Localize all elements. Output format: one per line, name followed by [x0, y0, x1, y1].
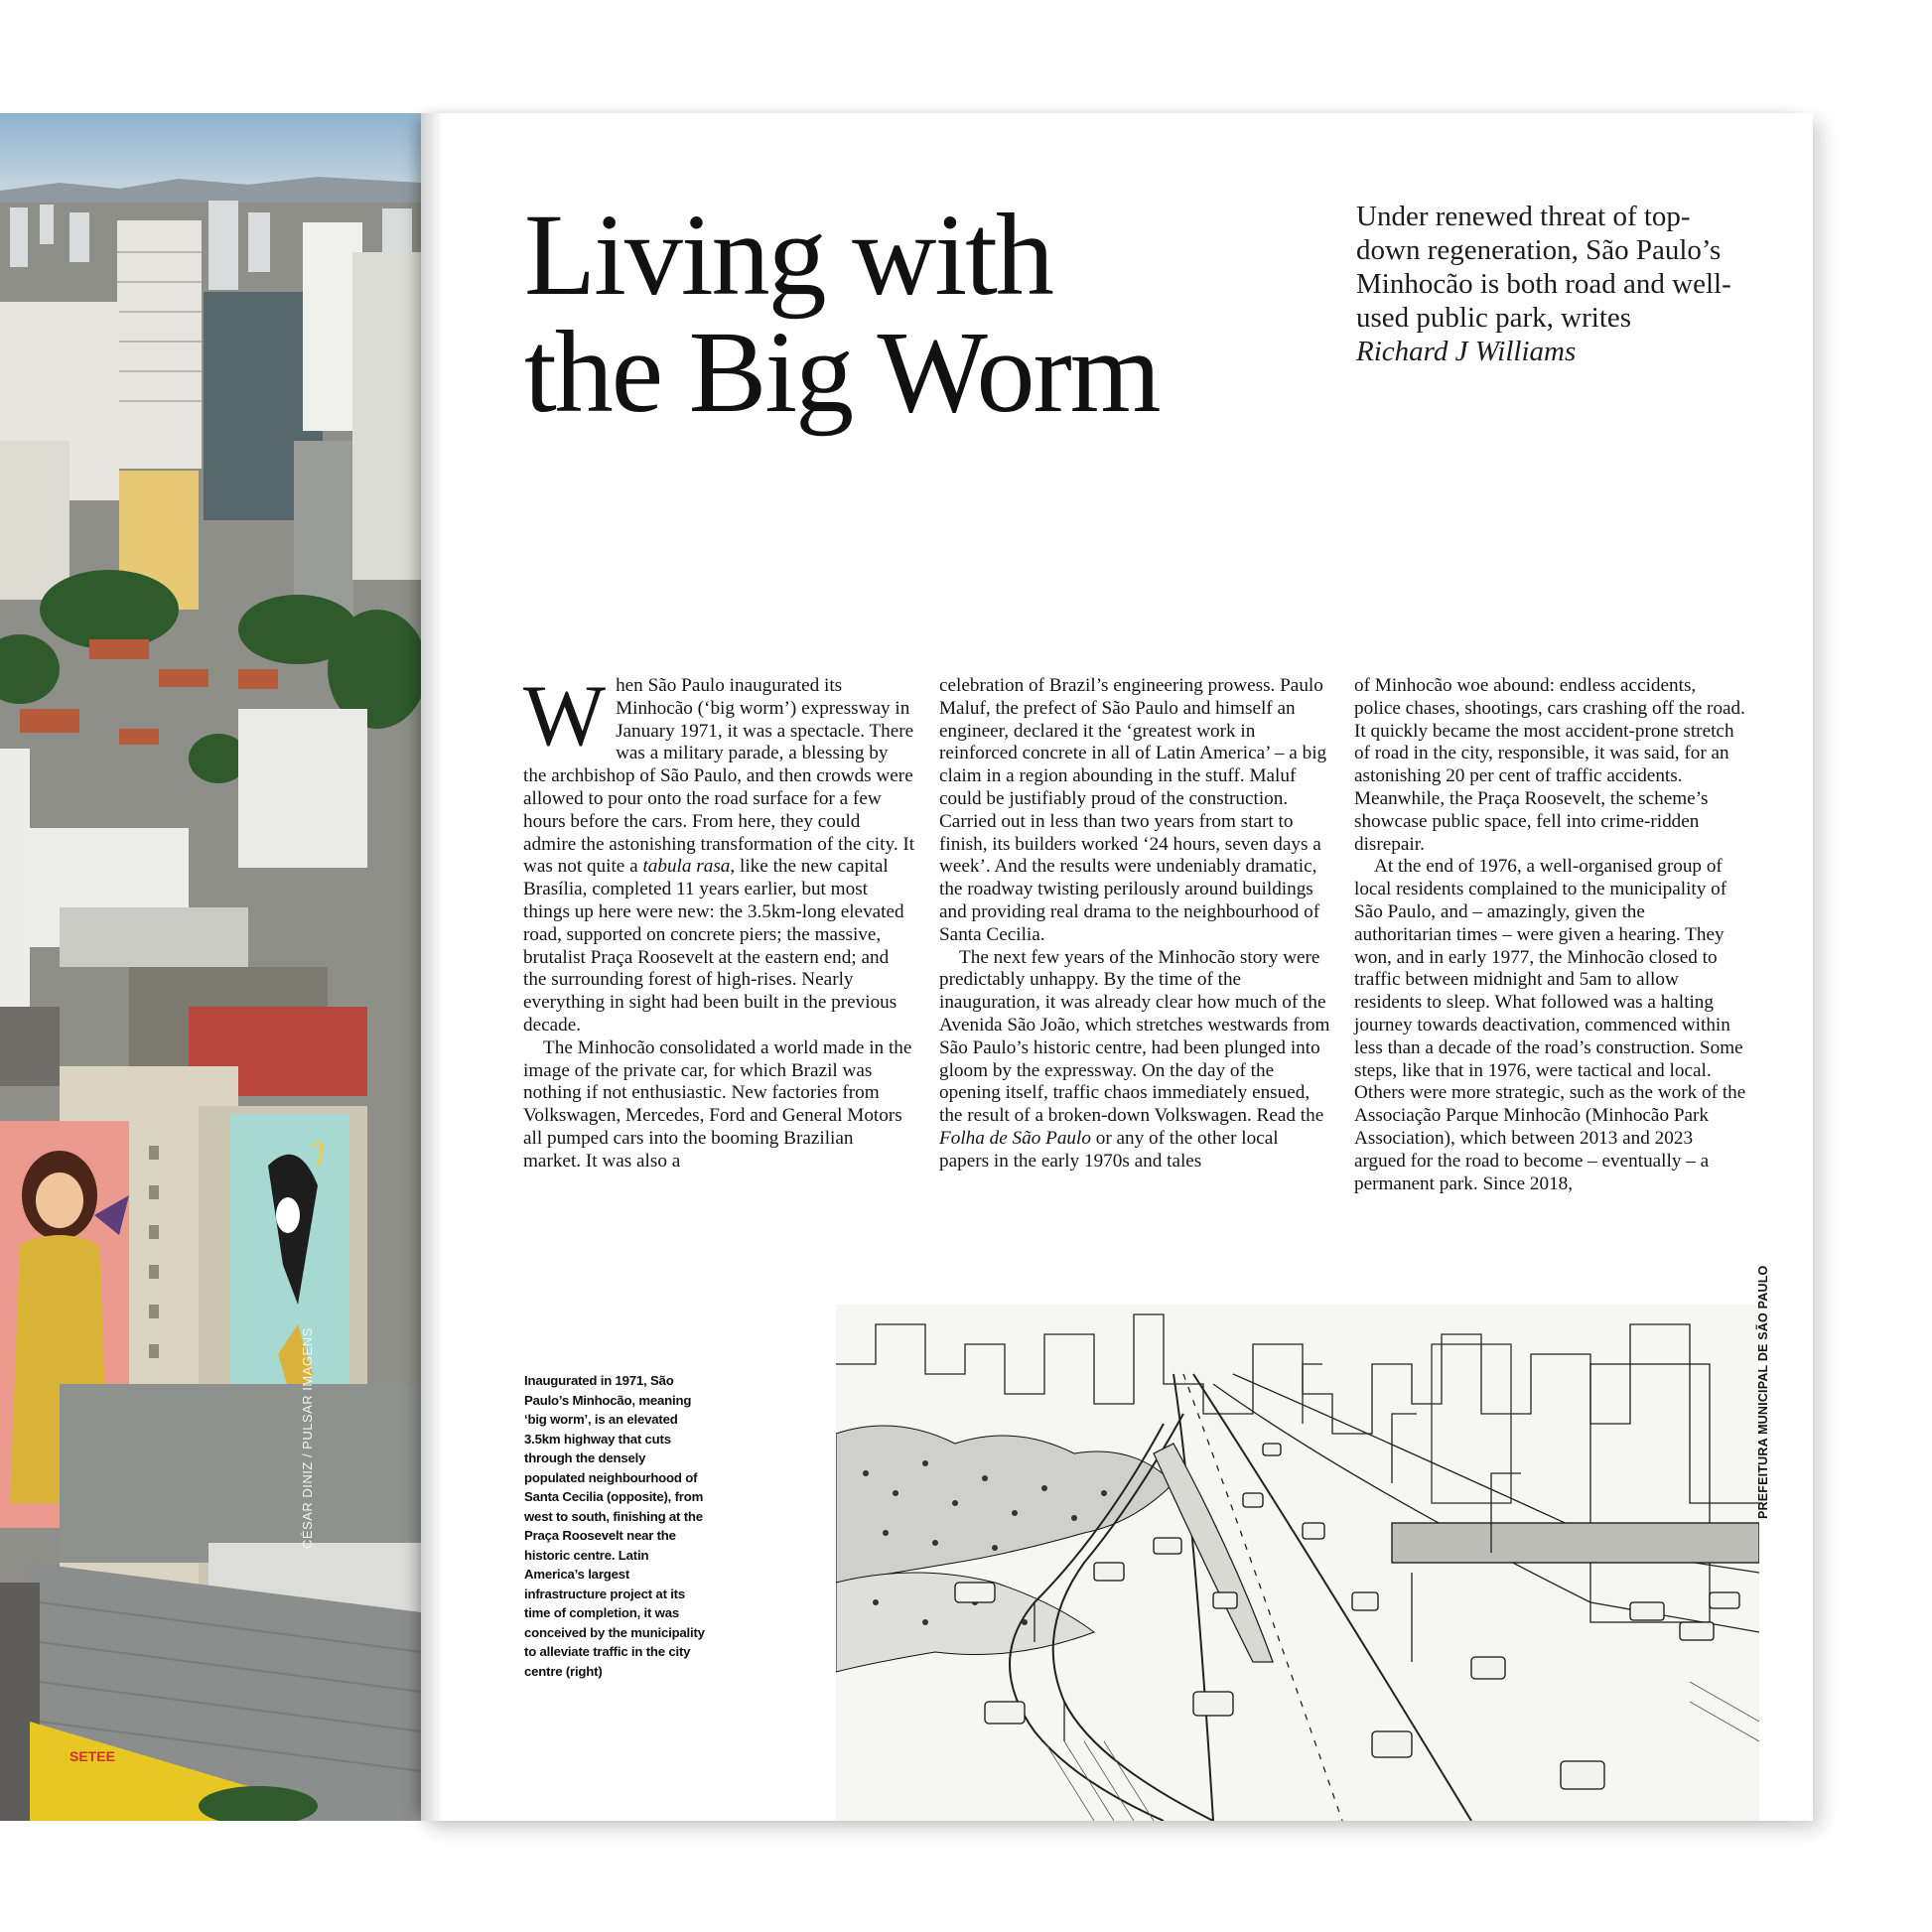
- photo-caption: Inaugurated in 1971, São Paulo’s Minhocão, meaning ‘big worm’, is an elevated 3.5km highway that cuts through the densely populated neighbourhood of Santa Cecilia (opposite), from west to south, finishing at the Praça Roosevelt near the historic centre. Latin America’s largest infrastructure project at its time of completion, it was conceived by the municipality to alleviate traffic in the city centre (right): [524, 1373, 705, 1679]
- body-text: , like the new capital Brasília, completed 11 years earlier, but most things up here were new: the 3.5km-long elevated road, supported on concrete piers; the massive, brutalist Praça Roosevelt at the eastern end; and the surrounding forest of high-rises. Nearly everything in sight had been built in the previous decade.: [523, 856, 904, 1035]
- expressway-drawing: [836, 1305, 1759, 1821]
- standfirst: [1356, 200, 1733, 368]
- body-text: The next few years of the Minhocão story were predictably unhappy. By the time of the inauguration, it was already clear how much of the Avenida São João, which stretches westwards from São Paulo’s historic centre, had been plunged into gloom by the expressway. On the day of the opening itself, traffic chaos immediately ensued, the result of a broken-down Volkswagen. Read the: [939, 946, 1330, 1127]
- body-column-2: [939, 675, 1331, 1173]
- body-paragraph: of Minhocão woe abound: endless accidents, police chases, shootings, cars crashing off the road. It quickly became the most accident-prone stretch of road in the city, responsible, it was said, for an astonishing 20 per cent of traffic accidents. Meanwhile, the Praça Roosevelt, the scheme’s showcase public space, fell into crime-ridden disrepair.: [1354, 675, 1745, 855]
- standfirst-text: Under renewed threat of top-down regeneration, São Paulo’s Minhocão is both road and well-used public park, writes: [1356, 201, 1731, 334]
- body-text: or any of the other local papers in the early 1970s and tales: [939, 1127, 1279, 1172]
- body-column-1: [523, 668, 915, 1173]
- body-text-italic: tabula rasa: [642, 856, 731, 878]
- body-paragraph: [523, 668, 915, 1037]
- body-paragraph: The Minhocão consolidated a world made in the image of the private car, for which Brazil was nothing if not enthusiastic. New factories from Volkswagen, Mercedes, Ford and General Motors all pumped cars into the booming Brazilian market. It was also a: [523, 1036, 912, 1172]
- body-text: hen São Paulo inaugurated its Minhocão (‘big worm’) expressway in January 1971, it was a spectacle. There was a military parade, a blessing by the archbishop of São Paulo, and then crowds were allowed to pour onto the road surface for a few hours before the cars. From here, they could admire the astonishing transformation of the city. It was not quite a: [523, 675, 915, 878]
- drop-cap: W: [523, 668, 607, 764]
- aerial-city-photo: [0, 113, 421, 1821]
- setee-sign: SETEE: [69, 1748, 115, 1764]
- page-spine-shadow: [421, 113, 443, 1821]
- body-text-italic: Folha de São Paulo: [939, 1127, 1091, 1149]
- drawing-credit: PREFEITURA MUNICIPAL DE SÃO PAULO: [1756, 1265, 1770, 1519]
- article-headline: [524, 190, 1279, 437]
- body-paragraph: celebration of Brazil’s engineering prowess. Paulo Maluf, the prefect of São Paulo and himself an engineer, declared it the ‘greatest work in reinforced concrete in all of Latin America’ – a big claim in a region abounding in the stuff. Maluf could be justifiably proud of the construction. Carried out in less than two years from start to finish, its builders worked ‘24 hours, seven days a week’. And the results were undeniably dramatic, the roadway twisting perilously around buildings and providing real drama to the neighbourhood of Santa Cecilia.: [939, 675, 1327, 945]
- headline-line-1: Living with: [524, 190, 1052, 320]
- photo-credit-left: CÉSAR DINIZ / PULSAR IMAGENS: [300, 1327, 315, 1549]
- body-column-3: [1354, 675, 1746, 1195]
- headline-line-2: the Big Worm: [524, 307, 1160, 437]
- body-paragraph: [939, 947, 1331, 1173]
- body-paragraph: At the end of 1976, a well-organised group of local residents complained to the municipality of São Paulo, and – amazingly, given the authoritarian times – were given a hearing. They won, and in early 1977, the Minhocão closed to traffic between midnight and 5am to allow residents to sleep. What followed was a halting journey towards deactivation, commenced within less than a decade of the road’s construction. Some steps, like that in 1976, were tactical and local. Others were more strategic, such as the work of the Associação Parque Minhocão (Minhocão Park Association), which between 2013 and 2023 argued for the road to become – eventually – a permanent park. Since 2018,: [1354, 856, 1746, 1194]
- author-byline: Richard J Williams: [1356, 336, 1577, 367]
